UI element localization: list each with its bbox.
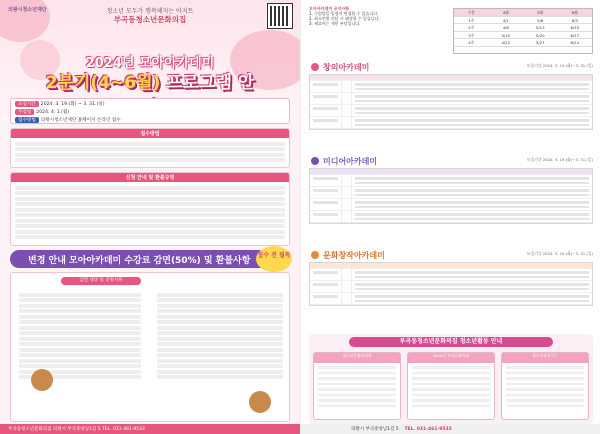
right-footer <box>301 424 600 434</box>
section-heading: 신청 안내 및 환불규정 <box>11 173 289 182</box>
left-footer: 부곡동청소년문화의집 의왕시 부곡중앙남1길 5 TEL. 031-461-9533 <box>0 424 300 434</box>
banner-text: 변경 안내 모아아카데미 수강료 감면(50%) 및 환불사항 <box>28 256 251 266</box>
category-period: 모집기간 2024. 3. 19.(화)~3. 31.(일) <box>526 63 593 68</box>
section-heading: 접수방법 <box>11 129 289 138</box>
table-cell: 2주 <box>468 25 475 31</box>
recruit-info-box <box>10 98 290 124</box>
community-title: 부곡동청소년문화의집 청소년활동 안내 <box>349 337 553 347</box>
info-text: 의왕시청소년재단 홈페이지 온라인 접수 <box>40 118 121 123</box>
notice-pill: 감면 대상 및 증빙서류 <box>61 277 141 285</box>
card-title: 청소년자치기구 <box>502 353 588 363</box>
section-refund-rules <box>10 172 290 246</box>
table-header-cell: 5월 <box>523 9 558 16</box>
footer-phone: TEL. 031-461-9533 <box>404 427 452 432</box>
table-row <box>310 281 592 293</box>
table-row <box>454 32 592 40</box>
table-cell: 4/15 <box>501 32 511 38</box>
table-cell: 4/8 <box>502 25 509 31</box>
table-row <box>310 211 592 223</box>
table-row <box>310 175 592 187</box>
mascot-icon <box>31 369 53 391</box>
must-read-badge: 접수 전 필독 <box>256 246 292 272</box>
table-row <box>454 24 592 32</box>
community-activities <box>309 334 593 424</box>
org-name: 부곡동청소년문화의집 <box>113 15 187 24</box>
title-rest: 프로그램 안 <box>166 73 255 93</box>
table-cell: 3주 <box>468 32 475 38</box>
table-cell: 4/1 <box>502 17 509 23</box>
category-period: 모집기간 2024. 3. 19.(화)~3. 31.(일) <box>526 251 593 256</box>
table-cell: 1주 <box>468 17 475 23</box>
notice-title: 모아아카데미 공지사항 <box>309 6 350 11</box>
table-row <box>310 187 592 199</box>
notice-list <box>309 6 449 56</box>
table-row <box>310 199 592 211</box>
info-text: 2024. 4. 1.(월) <box>36 110 70 115</box>
category-title: 창의아카데미 <box>309 62 593 72</box>
foundation-logo: 의왕시청소년재단 <box>8 7 47 13</box>
discount-notice <box>10 272 290 422</box>
info-label: 모집기간 <box>15 101 39 107</box>
table-cell: 6/10 <box>570 25 580 31</box>
table-row <box>310 269 592 281</box>
tagline: 청소년 모두가 행복해지는 아지트 <box>106 8 194 15</box>
schedule-table <box>453 8 593 54</box>
notice-item: 1. 수업당일 일정이 변경될 수 있습니다. <box>309 11 379 16</box>
notice-item: 3. 재료비는 개인 부담입니다. <box>309 21 361 26</box>
creative-academy-section <box>309 62 593 130</box>
card-title: 2024년 토요문화학교 <box>408 353 494 363</box>
table-row <box>310 81 592 93</box>
info-label: 추첨일 <box>15 109 34 115</box>
notice-item: 2. 최소인원 미달 시 폐강될 수 있습니다. <box>309 16 380 21</box>
table-cell: 6/3 <box>571 17 578 23</box>
table-header-cell: 구분 <box>454 9 489 16</box>
activity-card <box>313 352 401 420</box>
info-label: 접수방법 <box>15 117 39 123</box>
qr-code-icon <box>268 4 292 28</box>
section-apply-method <box>10 128 290 168</box>
category-period: 모집기간 2024. 3. 19.(화)~3. 31.(일) <box>526 157 593 162</box>
info-row <box>15 101 105 107</box>
table-row <box>310 105 592 117</box>
table-cell: 4/22 <box>501 40 511 46</box>
table-cell: 5/20 <box>535 32 545 38</box>
category-title: 미디어아카데미 <box>309 156 593 166</box>
info-row <box>15 109 69 115</box>
footer-address: 의왕시 부곡중앙남1길 5 <box>351 427 399 432</box>
media-academy-section <box>309 156 593 224</box>
table-cell: 5/27 <box>535 40 545 46</box>
table-row <box>310 93 592 105</box>
table-cell: 5/6 <box>537 17 544 23</box>
table-header-row <box>454 9 592 17</box>
table-row <box>310 293 592 305</box>
info-text: 2024. 3. 19.(화) ~ 3. 31.(일) <box>40 102 105 107</box>
program-table <box>309 262 593 306</box>
table-cell: 5/13 <box>535 25 545 31</box>
page-title-line1: 2024년 모아아카데미 <box>85 56 215 71</box>
mascot-icon <box>249 391 271 413</box>
title-quarter: 2분기(4~6월) <box>45 73 161 93</box>
table-cell: 6/17 <box>570 32 580 38</box>
activity-card <box>407 352 495 420</box>
table-cell: 6/24 <box>570 40 580 46</box>
table-row <box>310 117 592 129</box>
table-header-cell: 4월 <box>489 9 524 16</box>
activity-card <box>501 352 589 420</box>
table-header-cell: 6월 <box>558 9 593 16</box>
right-page <box>300 0 600 434</box>
program-table <box>309 168 593 224</box>
card-title: 청소년운영위원회 <box>314 353 400 363</box>
table-row <box>454 17 592 25</box>
info-row <box>15 117 121 123</box>
table-row <box>454 39 592 47</box>
program-table <box>309 74 593 130</box>
change-notice-banner <box>10 250 290 268</box>
category-title: 문화창작아카데미 <box>309 250 593 260</box>
table-cell: 4주 <box>468 40 475 46</box>
culture-academy-section <box>309 250 593 306</box>
